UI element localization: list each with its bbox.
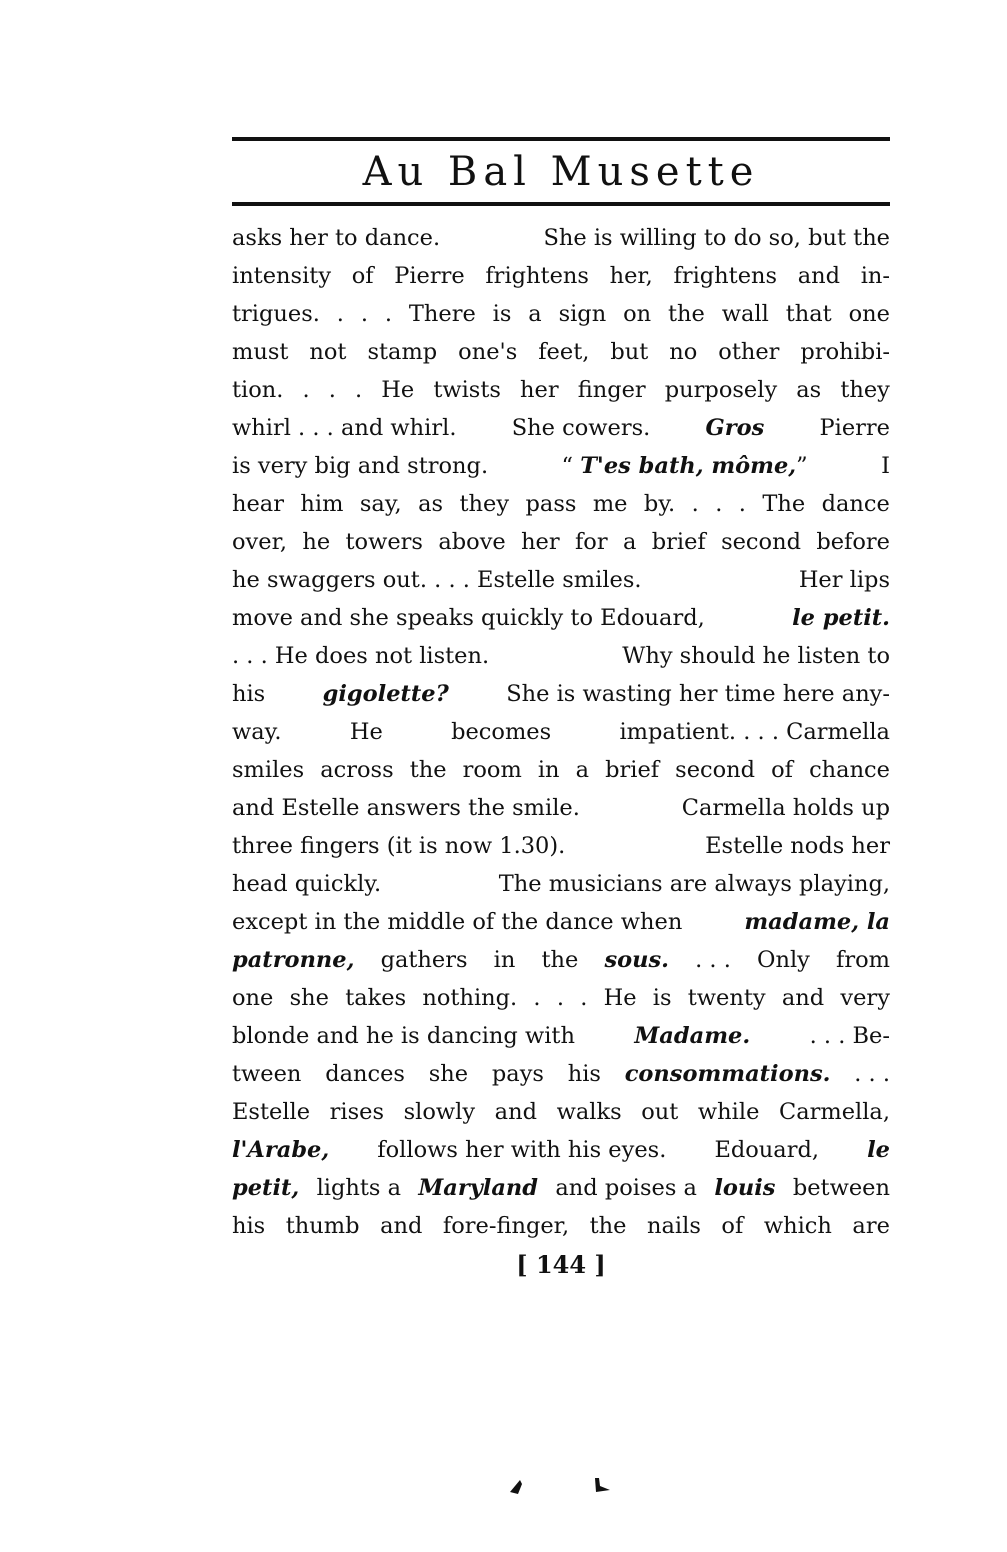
word: room: [462, 757, 522, 783]
word: There: [408, 301, 476, 327]
italic-segment: Gros: [705, 415, 765, 441]
word: of: [351, 263, 374, 289]
header-rule-bottom: [232, 202, 890, 206]
word: above: [438, 529, 506, 555]
italic-segment: le: [867, 1137, 890, 1163]
text-segment: The musicians are always playing,: [498, 871, 890, 897]
word: me: [592, 491, 628, 517]
italic-segment: louis: [714, 1175, 776, 1201]
text-segment: impatient. . . . Carmella: [619, 719, 890, 745]
text-line: [232, 1017, 890, 1055]
text-line: [232, 789, 890, 827]
header-rule-top: [232, 137, 890, 141]
text-segment: Only: [757, 947, 810, 973]
word: intensity: [232, 263, 332, 289]
text-segment: move and she speaks quickly to Edouard,: [232, 605, 705, 631]
italic-segment: l'Arabe,: [232, 1137, 330, 1163]
italic-segment: gigolette?: [322, 681, 449, 707]
word: .: [336, 301, 344, 327]
text-line: [232, 1207, 890, 1245]
word: but: [610, 339, 649, 365]
word: .: [715, 491, 723, 517]
word: a: [528, 301, 542, 327]
word: rises: [329, 1099, 385, 1125]
word: trigues.: [232, 301, 320, 327]
word: other: [718, 339, 780, 365]
italic-segment: consommations.: [624, 1061, 831, 1087]
word: .: [533, 985, 541, 1011]
text-line: [232, 941, 890, 979]
word: her,: [609, 263, 653, 289]
word: .: [360, 301, 368, 327]
text-segment: between: [792, 1175, 890, 1201]
word: and: [380, 1213, 423, 1239]
word: must: [232, 339, 289, 365]
word: wall: [721, 301, 769, 327]
text-line: [232, 599, 890, 637]
text-segment: dances: [325, 1061, 405, 1087]
text-line: [232, 447, 890, 485]
text-segment: is very big and strong.: [232, 453, 489, 479]
word: in: [537, 757, 560, 783]
word: very: [840, 985, 890, 1011]
text-line: [232, 903, 890, 941]
printer-mark-right: [595, 1478, 610, 1492]
word: one: [232, 985, 274, 1011]
text-line: [232, 675, 890, 713]
word: Estelle: [232, 1099, 311, 1125]
word: twenty: [687, 985, 766, 1011]
word: smiles: [232, 757, 305, 783]
word: second: [721, 529, 801, 555]
word: she: [289, 985, 329, 1011]
word: brief: [605, 757, 660, 783]
italic-segment: petit,: [232, 1175, 300, 1201]
word: tion.: [232, 377, 284, 403]
word: .: [738, 491, 746, 517]
word: which: [763, 1213, 832, 1239]
word: before: [816, 529, 890, 555]
text-segment: three fingers (it is now 1.30).: [232, 833, 566, 859]
word: The: [762, 491, 806, 517]
text-line: [232, 637, 890, 675]
word: brief: [651, 529, 706, 555]
word: he: [302, 529, 331, 555]
text-segment: She is wasting her time here any-: [506, 681, 890, 707]
word: the: [589, 1213, 627, 1239]
text-segment: She is willing to do so, but the: [543, 225, 890, 251]
word: for: [574, 529, 608, 555]
word: as: [418, 491, 444, 517]
text-segment: blonde and he is dancing with: [232, 1023, 575, 1049]
text-line: [232, 409, 890, 447]
word: .: [580, 985, 588, 1011]
text-segment: “ T'es bath, môme,”: [561, 453, 808, 479]
printer-marks: [500, 1470, 640, 1510]
word: and: [797, 263, 841, 289]
text-line: [232, 827, 890, 865]
word: .: [691, 491, 699, 517]
text-segment: . . .: [695, 947, 731, 973]
word: chance: [809, 757, 890, 783]
text-segment: except in the middle of the dance when: [232, 909, 683, 935]
text-segment: asks her to dance.: [232, 225, 441, 251]
word: over,: [232, 529, 288, 555]
word: that: [785, 301, 832, 327]
text-line: [232, 1093, 890, 1131]
word: they: [840, 377, 890, 403]
word: is: [492, 301, 512, 327]
word: .: [328, 377, 336, 403]
word: Pierre: [394, 263, 465, 289]
text-segment: Carmella holds up: [681, 795, 890, 821]
word: the: [668, 301, 705, 327]
word: feet,: [538, 339, 590, 365]
text-segment: . . . He does not listen.: [232, 643, 490, 669]
page-number: [ 144 ]: [516, 1250, 606, 1279]
word: purposely: [664, 377, 778, 403]
text-segment: his: [232, 681, 266, 707]
word: as: [796, 377, 822, 403]
text-line: [232, 333, 890, 371]
text-line: [232, 1055, 890, 1093]
italic-segment: madame, la: [744, 909, 890, 935]
word: hear: [232, 491, 284, 517]
text-segment: lights a: [316, 1175, 402, 1201]
word: sign: [558, 301, 607, 327]
word: his: [232, 1213, 266, 1239]
word: while: [697, 1099, 760, 1125]
word: on: [623, 301, 652, 327]
text-segment: becomes: [451, 719, 552, 745]
text-line: [232, 371, 890, 409]
text-segment: . . .: [854, 1061, 890, 1087]
word: of: [771, 757, 793, 783]
word: twists: [433, 377, 501, 403]
word: towers: [345, 529, 423, 555]
word: of: [721, 1213, 744, 1239]
text-segment: his: [567, 1061, 601, 1087]
word: the: [409, 757, 447, 783]
text-segment: follows her with his eyes.: [377, 1137, 667, 1163]
word: a: [622, 529, 637, 555]
text-line: [232, 561, 890, 599]
text-segment: tween: [232, 1061, 302, 1087]
text-segment: . . . Be-: [809, 1023, 890, 1049]
text-segment: She cowers.: [511, 415, 651, 441]
word: fore-finger,: [442, 1213, 570, 1239]
word: by.: [643, 491, 676, 517]
text-segment: Estelle nods her: [705, 833, 890, 859]
text-segment: she: [428, 1061, 469, 1087]
word: nails: [647, 1213, 701, 1239]
word: He: [381, 377, 415, 403]
text-segment: Her lips: [798, 567, 890, 593]
word: dance: [821, 491, 890, 517]
body-text: [232, 219, 890, 1245]
text-line: [232, 219, 890, 257]
italic-segment: sous.: [604, 947, 669, 973]
word: thumb: [285, 1213, 360, 1239]
text-line: [232, 523, 890, 561]
word: He: [603, 985, 637, 1011]
word: frightens: [485, 263, 589, 289]
word: a: [575, 757, 590, 783]
word: her: [521, 529, 560, 555]
text-segment: I: [881, 453, 890, 479]
word: they: [459, 491, 510, 517]
word: are: [852, 1213, 890, 1239]
text-segment: from: [836, 947, 890, 973]
text-line: [232, 257, 890, 295]
word: pass: [525, 491, 577, 517]
word: in-: [860, 263, 890, 289]
word: not: [309, 339, 347, 365]
word: .: [355, 377, 363, 403]
text-segment: whirl . . . and whirl.: [232, 415, 457, 441]
text-segment: he swaggers out. . . . Estelle smiles.: [232, 567, 642, 593]
word: prohibi-: [800, 339, 890, 365]
text-line: [232, 1131, 890, 1169]
word: her: [520, 377, 559, 403]
word: takes: [345, 985, 407, 1011]
running-head: Au Bal Musette: [362, 149, 760, 195]
word: one: [848, 301, 890, 327]
text-segment: Pierre: [819, 415, 890, 441]
italic-segment: le petit.: [792, 605, 890, 631]
text-segment: way.: [232, 719, 282, 745]
word: one's: [458, 339, 518, 365]
word: say,: [359, 491, 402, 517]
text-segment: pays: [491, 1061, 544, 1087]
word: and: [494, 1099, 537, 1125]
word: out: [641, 1099, 679, 1125]
italic-segment: Maryland: [418, 1175, 539, 1201]
text-segment: in: [493, 947, 516, 973]
word: .: [384, 301, 392, 327]
word: and: [781, 985, 825, 1011]
word: second: [675, 757, 756, 783]
text-line: [232, 485, 890, 523]
text-line: [232, 751, 890, 789]
word: across: [320, 757, 394, 783]
text-segment: Edouard,: [714, 1137, 820, 1163]
word: .: [556, 985, 564, 1011]
text-line: [232, 865, 890, 903]
text-segment: He: [349, 719, 383, 745]
word: nothing.: [422, 985, 518, 1011]
word: finger: [577, 377, 646, 403]
text-segment: and Estelle answers the smile.: [232, 795, 580, 821]
italic-segment: Madame.: [634, 1023, 751, 1049]
word: him: [300, 491, 344, 517]
word: is: [652, 985, 672, 1011]
text-segment: head quickly.: [232, 871, 382, 897]
text-segment: Why should he listen to: [622, 643, 890, 669]
word: no: [669, 339, 698, 365]
text-segment: and poises a: [555, 1175, 697, 1201]
text-line: [232, 713, 890, 751]
text-segment: gathers: [380, 947, 468, 973]
word: frightens: [673, 263, 778, 289]
word: slowly: [403, 1099, 476, 1125]
text-line: [232, 295, 890, 333]
text-line: [232, 1169, 890, 1207]
word: .: [302, 377, 310, 403]
printer-mark-left: [510, 1480, 522, 1494]
word: stamp: [367, 339, 438, 365]
word: walks: [556, 1099, 622, 1125]
text-line: [232, 979, 890, 1017]
text-segment: the: [541, 947, 579, 973]
word: Carmella,: [778, 1099, 890, 1125]
italic-segment: patronne,: [232, 947, 355, 973]
